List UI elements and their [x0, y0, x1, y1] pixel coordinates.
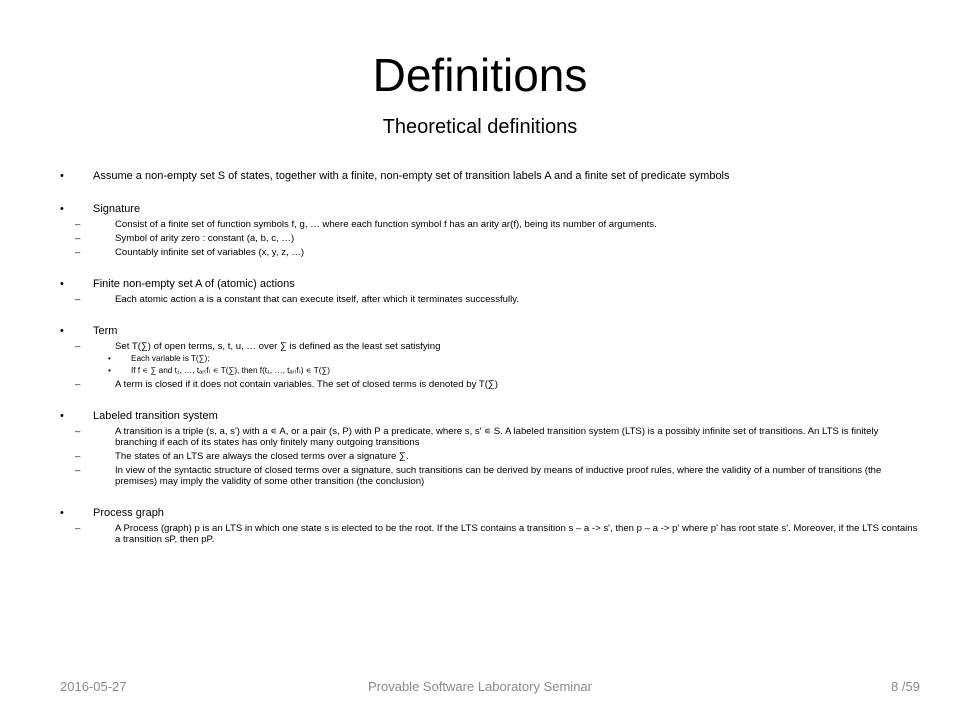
sub-bullet: [75, 465, 920, 487]
dash-marker: –: [75, 523, 81, 534]
sub-bullet: [75, 219, 920, 230]
sub-bullet: [75, 341, 920, 352]
sub-bullet-text: A transition is a triple (s, a, s') with a ∊ A, or a pair (s, P) with P a predicate, where s, s' ∊ S. A labeled transition system (LTS) is a possibly infinite set of transitions. An LTS is finitely branching if each of its states has only finitely many outgoing transitions: [115, 426, 879, 448]
dash-marker: –: [75, 233, 81, 244]
sub-bullet-text: The states of an LTS are always the closed terms over a signature ∑.: [115, 451, 409, 462]
bullet-term: [60, 325, 920, 338]
page-total: /59: [901, 679, 920, 694]
dash-marker: –: [75, 465, 81, 476]
bullet-marker: •: [60, 278, 64, 290]
dash-marker: –: [75, 379, 81, 390]
bullet-actions: [60, 278, 920, 291]
page-current: 8: [891, 679, 899, 694]
bullet-text: Assume a non-empty set S of states, together with a finite, non-empty set of transition labels A and a finite set of predicate symbols: [93, 170, 730, 182]
sub-bullet-text: Countably infinite set of variables (x, y, z, …): [115, 247, 305, 258]
bullet-states: [60, 170, 920, 183]
slide-subtitle: Theoretical definitions: [382, 116, 578, 138]
sub-sub-bullet: [108, 354, 920, 364]
sub-bullet-text: Each atomic action a is a constant that can execute itself, after which it terminates successfully.: [115, 294, 520, 305]
bullet-text: Process graph: [93, 507, 164, 519]
bullet-marker: •: [108, 366, 111, 375]
bullet-text: Labeled transition system: [93, 410, 218, 422]
bullet-text: Term: [93, 325, 118, 337]
bullet-marker: •: [108, 354, 111, 363]
slide-title: Definitions: [372, 49, 588, 101]
sub-sub-bullet-text: Each variable is T(∑);: [131, 354, 210, 363]
dash-marker: –: [75, 219, 81, 230]
sub-bullet: [75, 451, 920, 462]
dash-marker: –: [75, 294, 81, 305]
sub-bullet: [75, 247, 920, 258]
sub-sub-bullet: [108, 366, 920, 376]
sub-bullet: [75, 426, 920, 448]
dash-marker: –: [75, 247, 81, 258]
sub-bullet-text: A Process (graph) p is an LTS in which one state s is elected to be the root. If the LTS contains a transition s – a -> s', then p – a -> p' where p' has root state s'. Moreover, if the LTS contains a transition sP, then pP.: [115, 523, 918, 545]
dash-marker: –: [75, 426, 81, 437]
sub-bullet: [75, 523, 920, 545]
bullet-marker: •: [60, 325, 64, 337]
bullet-marker: •: [60, 170, 64, 182]
sub-bullet: [75, 233, 920, 244]
footer-title: Provable Software Laboratory Seminar: [367, 679, 592, 694]
sub-bullet-text: Symbol of arity zero : constant (a, b, c, …): [115, 233, 295, 244]
footer-date: 2016-05-27: [60, 679, 127, 694]
bullet-lts: [60, 410, 920, 423]
slide-content: [60, 170, 920, 545]
footer-page-number: [891, 679, 920, 695]
dash-marker: –: [75, 341, 81, 352]
sub-bullet-text: Set T(∑) of open terms, s, t, u, … over ∑ is defined as the least set satisfying: [115, 341, 441, 352]
bullet-text: Signature: [93, 203, 141, 215]
sub-bullet-text: A term is closed if it does not contain variables. The set of closed terms is denoted by T(∑): [115, 379, 498, 390]
bullet-marker: •: [60, 203, 64, 215]
bullet-text: Finite non-empty set A of (atomic) actions: [93, 278, 295, 290]
sub-bullet-text: Consist of a finite set of function symbols f, g, … where each function symbol f has an arity ar(f), being its number of arguments.: [115, 219, 657, 230]
bullet-signature: [60, 203, 920, 216]
bullet-process-graph: [60, 507, 920, 520]
sub-sub-bullet-text: If f ∊ ∑ and t₁, …, tₐᵣ₍f₎ ∊ T(∑), then f(t₁, …, tₐᵣ₍f₎) ∊ T(∑): [131, 366, 331, 375]
sub-bullet: [75, 379, 920, 390]
bullet-marker: •: [60, 507, 64, 519]
dash-marker: –: [75, 451, 81, 462]
sub-bullet: [75, 294, 920, 305]
sub-bullet-text: In view of the syntactic structure of closed terms over a signature, such transitions can be derived by means of inductive proof rules, where the validity of a number of transitions (the premises) may imply the validity of some other transition (the conclusion): [115, 465, 882, 487]
bullet-marker: •: [60, 410, 64, 422]
